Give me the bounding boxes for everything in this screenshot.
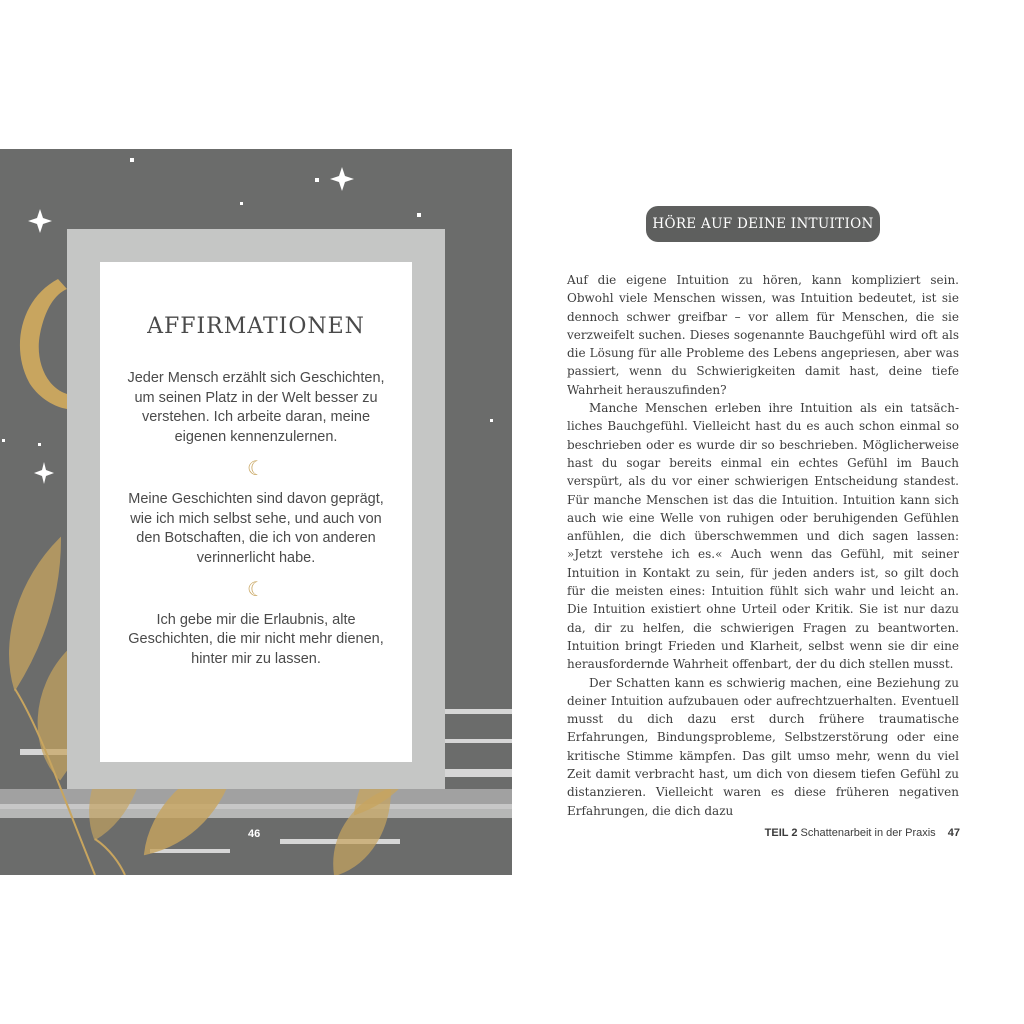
footer-part: TEIL 2 xyxy=(764,827,798,839)
affirmation-text: Ich gebe mir die Erlaubnis, alte Geschichten, die mir nicht mehr dienen, hinter mir zu lassen. xyxy=(128,611,384,668)
moon-separator-icon: ☾ xyxy=(247,455,265,480)
card-frame xyxy=(67,229,445,789)
crescent-moon-icon xyxy=(20,279,67,409)
page-number-left: 46 xyxy=(248,828,261,840)
moon-separator-icon: ☾ xyxy=(247,576,265,601)
left-page xyxy=(0,149,512,875)
page-number-right: 47 xyxy=(947,827,960,839)
body-text xyxy=(567,271,959,820)
affirmation-text: Meine Geschichten sind davon geprägt, wie ich mich selbst sehe, und auch von den Botschaften, die ich von anderen verinnerlicht habe. xyxy=(128,490,384,566)
footer-chapter: Schattenarbeit in der Praxis xyxy=(800,827,936,839)
paragraph: Auf die eigene Intuition zu hören, kann kompliziert sein. Obwohl viele Menschen wissen, was Intuition bedeutet, ist sie dennoch schwer greifbar – vor allem für Menschen, die sie verzweifelt suchen. Dieses sogenannte Bauchgefühl wird oft als die Lösung für alle Probleme des Lebens angepriesen, aber was passiert, wenn du Schwierigkeiten damit hast, deine tiefe Wahrheit herauszufinden? xyxy=(567,273,959,397)
affirmation-card xyxy=(100,262,412,762)
card-title: AFFIRMATIONEN xyxy=(147,314,365,339)
paragraph: Der Schatten kann es schwierig machen, eine Beziehung zu deiner Intuition aufzubauen oder aufrechtzuerhalten. Eventuell musst du dich dazu erst durch frühere traumatische Erfahrungen, Bindungsprobleme, Selbstzerstörung oder eine kritische Stimme kämpfen. Das gilt umso mehr, wenn du viel Zeit damit verbracht hast, um dich von diesem tiefen Gefühl zu distanzieren. Vielleicht waren es diese früheren negativen Erfahrungen, die dich dazu xyxy=(567,675,959,818)
paragraph: Manche Menschen erleben ihre Intuition als ein tatsächliches Bauchgefühl. Vielleicht hast du es auch schon einmal so beschrieben oder es wurde dir so beschrieben. Möglicherweise hast du sogar bereits einmal ein echtes Gefühl im Bauch verspürt, als du vor einer schwierigen Entscheidung standest. Für manche Menschen ist das die Intuition. Intuition kann sich auch wie eine Welle von ruhigen oder beruhigenden Gefühlen anfühlen, die dich überschwemmen und dich sagen lassen: »Jetzt verstehe ich es.« Auch wenn das Gefühl, mit seiner Intuition in Kontakt zu sein, für jeden anders ist, so gilt doch für die meisten eines: Intuition fühlt sich wahr und leicht an. Die Intuition existiert ohne Urteil oder Kritik. Sie ist nur dazu da, dir zu helfen, die schwierigen Fragen zu beantworten. Intuition bringt Frieden und Klarheit, selbst wenn sie dir eine herausfordernde Wahrheit offenbart, der du dich stellen musst. xyxy=(567,401,959,672)
section-heading: HÖRE AUF DEINE INTUITION xyxy=(646,206,880,242)
affirmation-text: Jeder Mensch erzählt sich Geschichten, um seinen Platz in der Welt besser zu verstehen. Ich arbeite daran, meine eigenen kennenzulernen. xyxy=(127,370,385,446)
right-page xyxy=(512,149,1024,875)
running-footer xyxy=(765,827,960,839)
